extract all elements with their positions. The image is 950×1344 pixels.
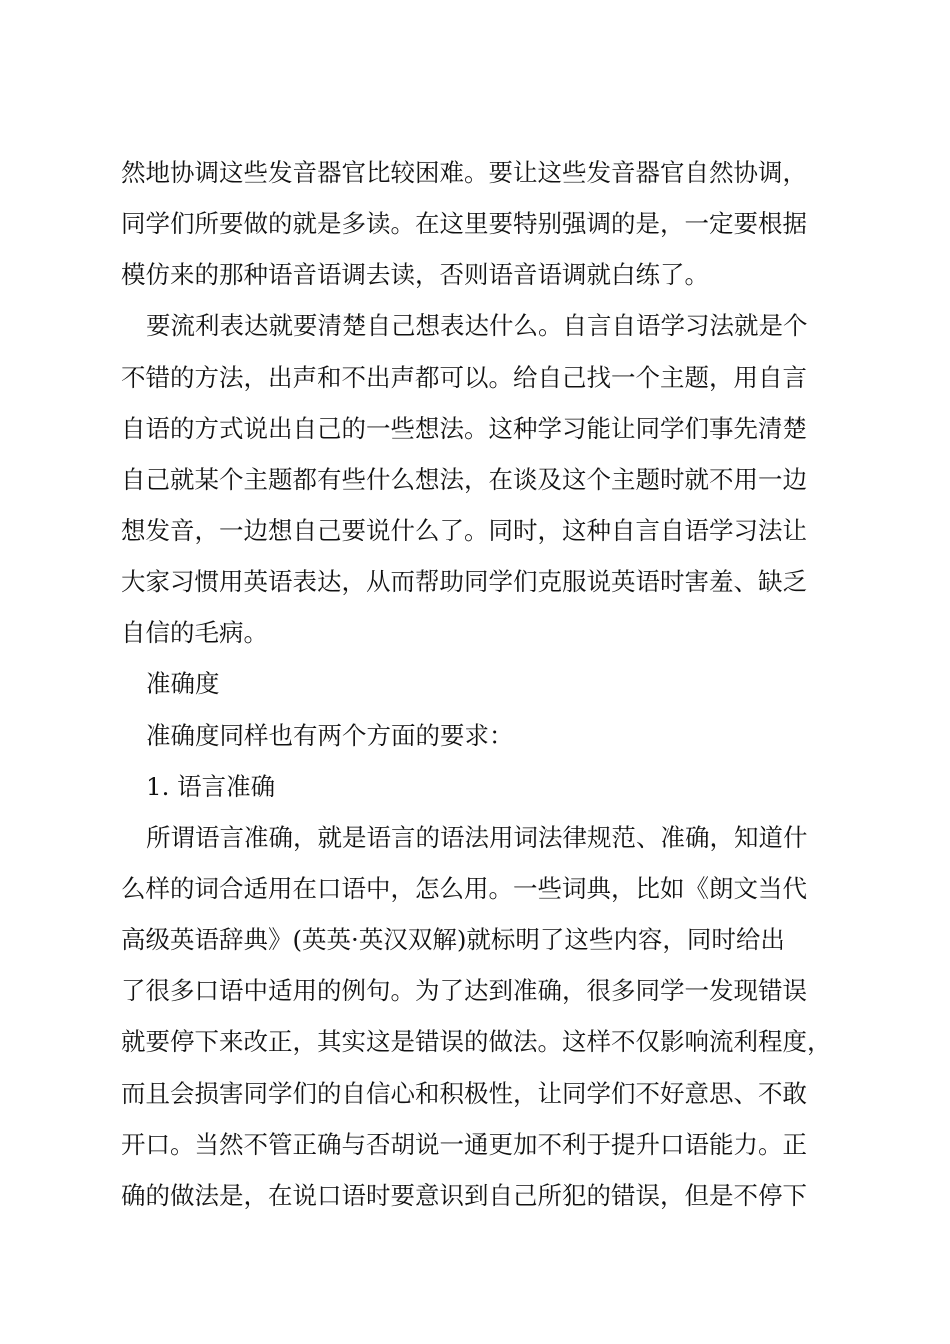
text-line: 模仿来的那种语音语调去读，否则语音语调就白练了。: [121, 260, 709, 290]
text-line: 自己就某个主题都有些什么想法，在谈及这个主题时就不用一边: [121, 464, 807, 494]
text-line: 要流利表达就要清楚自己想表达什么。自言自语学习法就是个: [146, 311, 808, 341]
text-line: 了很多口语中适用的例句。为了达到准确，很多同学一发现错误: [121, 976, 807, 1006]
text-line: 就要停下来改正，其实这是错误的做法。这样不仅影响流利程度，: [121, 1027, 832, 1057]
text-line: 想发音，一边想自己要说什么了。同时，这种自言自语学习法让: [121, 515, 807, 545]
text-line: 不错的方法，出声和不出声都可以。给自己找一个主题，用自言: [121, 362, 807, 392]
text-line: 自信的毛病。: [121, 618, 268, 648]
text-line: 准确度: [146, 669, 220, 699]
text-line: 1. 语言准确: [146, 771, 276, 801]
text-line: 开口。当然不管正确与否胡说一通更加不利于提升口语能力。正: [121, 1129, 807, 1159]
text-line: 大家习惯用英语表达，从而帮助同学们克服说英语时害羞、缺乏: [121, 567, 807, 597]
text-line: 然地协调这些发音器官比较困难。要让这些发音器官自然协调，: [121, 158, 807, 187]
text-line: 所谓语言准确，就是语言的语法用词法律规范、准确，知道什: [146, 822, 808, 852]
text-line: 自语的方式说出自己的一些想法。这种学习能让同学们事先清楚: [121, 413, 807, 443]
text-line: 准确度同样也有两个方面的要求：: [146, 720, 514, 750]
text-line: 确的做法是，在说口语时要意识到自己所犯的错误，但是不停下: [121, 1180, 807, 1210]
text-line: 么样的词合适用在口语中，怎么用。一些词典，比如《朗文当代: [121, 873, 807, 903]
text-line: 同学们所要做的就是多读。在这里要特别强调的是，一定要根据: [121, 209, 807, 239]
text-line: 高级英语辞典》(英英·英汉双解)就标明了这些内容，同时给出: [121, 925, 785, 955]
text-line: 而且会损害同学们的自信心和积极性，让同学们不好意思、不敢: [121, 1078, 807, 1108]
document-body: [121, 147, 841, 1221]
